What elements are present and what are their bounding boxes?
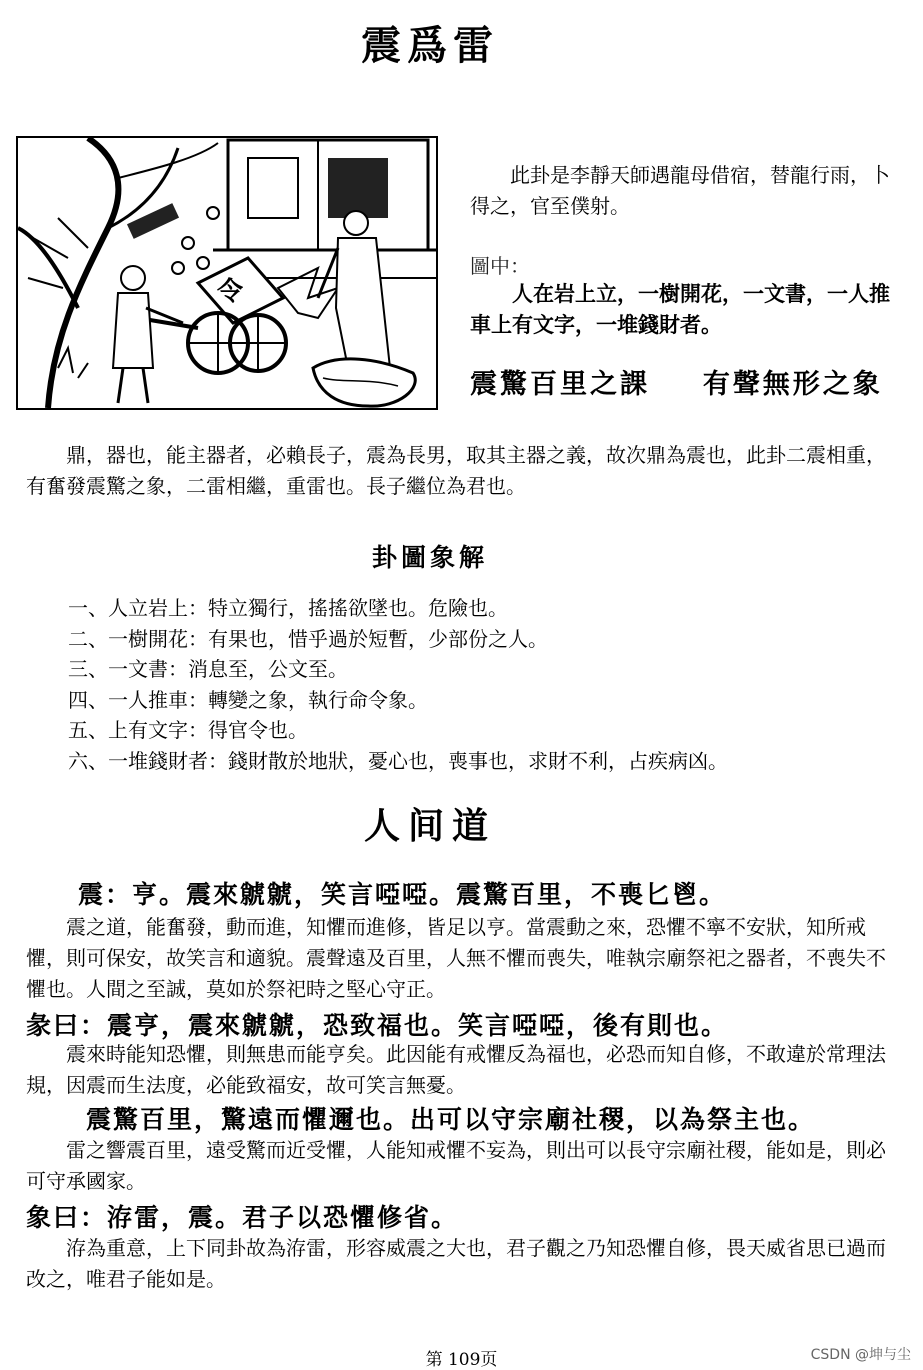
paragraph-4: 雷之響震百里，遠受驚而近受懼，人能知戒懼不妄為，則出可以長守宗廟社稷，能如是，則必可守承國家。 (26, 1138, 886, 1193)
page-number: 第 109页 (425, 1350, 498, 1370)
intro-paragraph: 此卦是李靜天師遇龍母借宿，替龍行雨，卜得之，官至僕射。 (470, 163, 890, 218)
paragraph-4-block (26, 1135, 900, 1197)
watermark: CSDN @坤与尘 (810, 1347, 911, 1363)
illustration-drawing (18, 138, 436, 408)
ke-line (470, 362, 910, 401)
section2-title: 人间道 (363, 805, 496, 847)
hexagram-illustration (16, 136, 438, 410)
paragraph-5: 洊為重意，上下同卦故為洊雷，形容威震之大也，君子觀之乃知恐懼自修，畏天威省思已過而改之，唯君子能如是。 (26, 1236, 886, 1291)
page-title: 震爲雷 (361, 22, 499, 69)
tuan-line: 彖曰：震亨，震來虩虩，恐致福也。笑言啞啞，後有則也。 (26, 1011, 729, 1040)
judgment-line: 震：亨。震來虩虩，笑言啞啞。震驚百里，不喪匕鬯。 (78, 880, 727, 909)
paragraph-2-block (26, 912, 900, 1005)
ke-left: 震驚百里之課 (470, 369, 650, 400)
illustration-character: 令 (216, 277, 244, 307)
paragraph-2: 震之道，能奮發，動而進，知懼而進修，皆足以亨。當震動之來，恐懼不寧不安狀，知所戒懼，則可保安，故笑言和適貌。震聲遠及百里，人無不懼而喪失，唯執宗廟祭祀之器者，不喪失不懼也。人間之至誠，莫如於祭祀時之堅心守正。 (26, 915, 886, 1001)
paragraph-5-block (26, 1233, 900, 1295)
list-item: 五、上有文字：得官令也。 (68, 718, 308, 743)
list-item: 一、人立岩上：特立獨行，搖搖欲墜也。危險也。 (68, 596, 508, 620)
tu-label: 圖中： (470, 254, 530, 278)
xiang-line: 象曰：洊雷，震。君子以恐懼修省。 (26, 1203, 459, 1232)
ke-right: 有聲無形之象 (702, 369, 883, 400)
list-item: 四、一人推車：轉變之象，執行命令象。 (68, 687, 428, 712)
list-item: 三、一文書：消息至，公文至。 (68, 657, 348, 682)
paragraph-1: 鼎，器也，能主器者，必賴長子，震為長男，取其主器之義，故次鼎為震也，此卦二震相重，有奮發震驚之象，二雷相繼，重雷也。長子繼位為君也。 (26, 443, 886, 498)
section-title: 卦圖象解 (371, 543, 488, 572)
interpretation-list (68, 593, 898, 777)
intro-text (470, 160, 900, 222)
tuan-line-2: 震驚百里，驚遠而懼邇也。出可以守宗廟社稷，以為祭主也。 (86, 1105, 816, 1134)
paragraph-1-block (26, 440, 900, 502)
list-item: 二、一樹開花：有果也，惜乎過於短暫，少部份之人。 (68, 626, 548, 651)
list-item: 六、一堆錢財者：錢財散於地狀，憂心也，喪事也，求財不利，占疾病凶。 (68, 748, 728, 773)
paragraph-3: 震來時能知恐懼，則無患而能亨矣。此因能有戒懼反為福也，必恐而知自修，不敢違於常理法規，因震而生法度，必能致福安，故可笑言無憂。 (26, 1042, 886, 1097)
tu-body: 人在岩上立，一樹開花，一文書，一人推車上有文字，一堆錢財者。 (470, 281, 890, 337)
paragraph-3-block (26, 1039, 900, 1101)
